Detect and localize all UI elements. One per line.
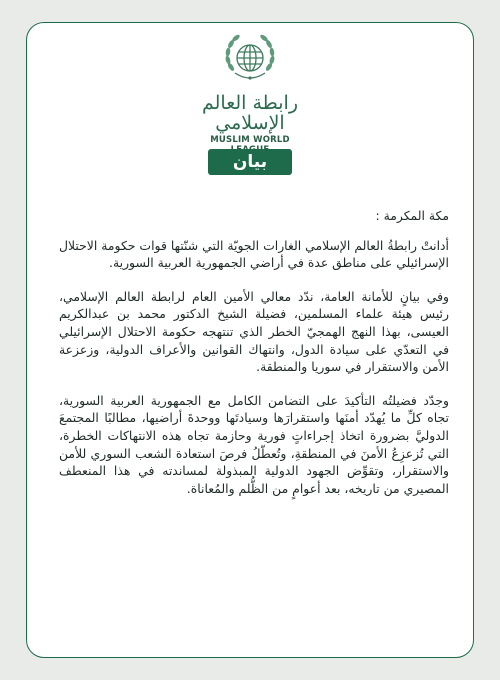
banner-label: بيان: [232, 152, 268, 172]
logo-english-name: MUSLIM WORLD: [210, 135, 290, 145]
mwl-logo: [190, 33, 310, 155]
statement-banner: [208, 149, 292, 175]
paragraph-1: أدانتْ رابطةُ العالم الإسلامي الغارات الجويّة التي شنّتها قوات حكومة الاحتلال الإسرائيلي على مناطق عدة في أراضي الجمهورية العربية السورية.: [59, 237, 449, 271]
paragraph-3: وجدّد فضيلتُه التأكيدَ على التضامن الكامل مع الجمهورية العربية السورية، تجاه كلِّ ما يُهدّد أمنَها واستقرارَها وسيادتَها ووحدةَ أراضيها، مطالبًا المجتمعَ الدوليَّ بضرورة اتخاذ إجراءاتٍ فورية وحازمة تجاه هذه الانتهاكات الخطرة، التي تُزعزِعُ الأمنَ في المنطقةِ، وتُعطّلُ فرصَ استعادة الشعب السوري للأمن والاستقرار، وتقوِّض الجهود الدولية المبذولة لمساندته في هذا المنعطف المصيري من تاريخه، بعد أعوامٍ من الظُّلم والمُعاناة.: [59, 392, 449, 496]
paragraph-2: وفي بيانٍ للأمانة العامة، ندّد معالي الأمين العام لرابطة العالم الإسلامي، رئيس هيئة علماء المسلمين، فضيلة الشيخ الدكتور محمد بن عبدالكريم العيسى، بهذا النهج الهمجيّ الخطر الذي تنتهجه حكومة الاحتلال الإسرائيلي في التعدّي على سيادة الدول، وانتهاك القوانين والأعراف الدولية، وزعزعة الأمن والاستقرار في سوريا والمنطقة.: [59, 288, 449, 375]
dateline-place: مكة المكرمة :: [375, 208, 449, 223]
logo-arabic-name: رابطة العالم الإسلامي: [201, 92, 298, 134]
statement-card: [26, 22, 474, 658]
statement-body: [59, 207, 449, 513]
globe-wreath-icon: [219, 33, 281, 87]
